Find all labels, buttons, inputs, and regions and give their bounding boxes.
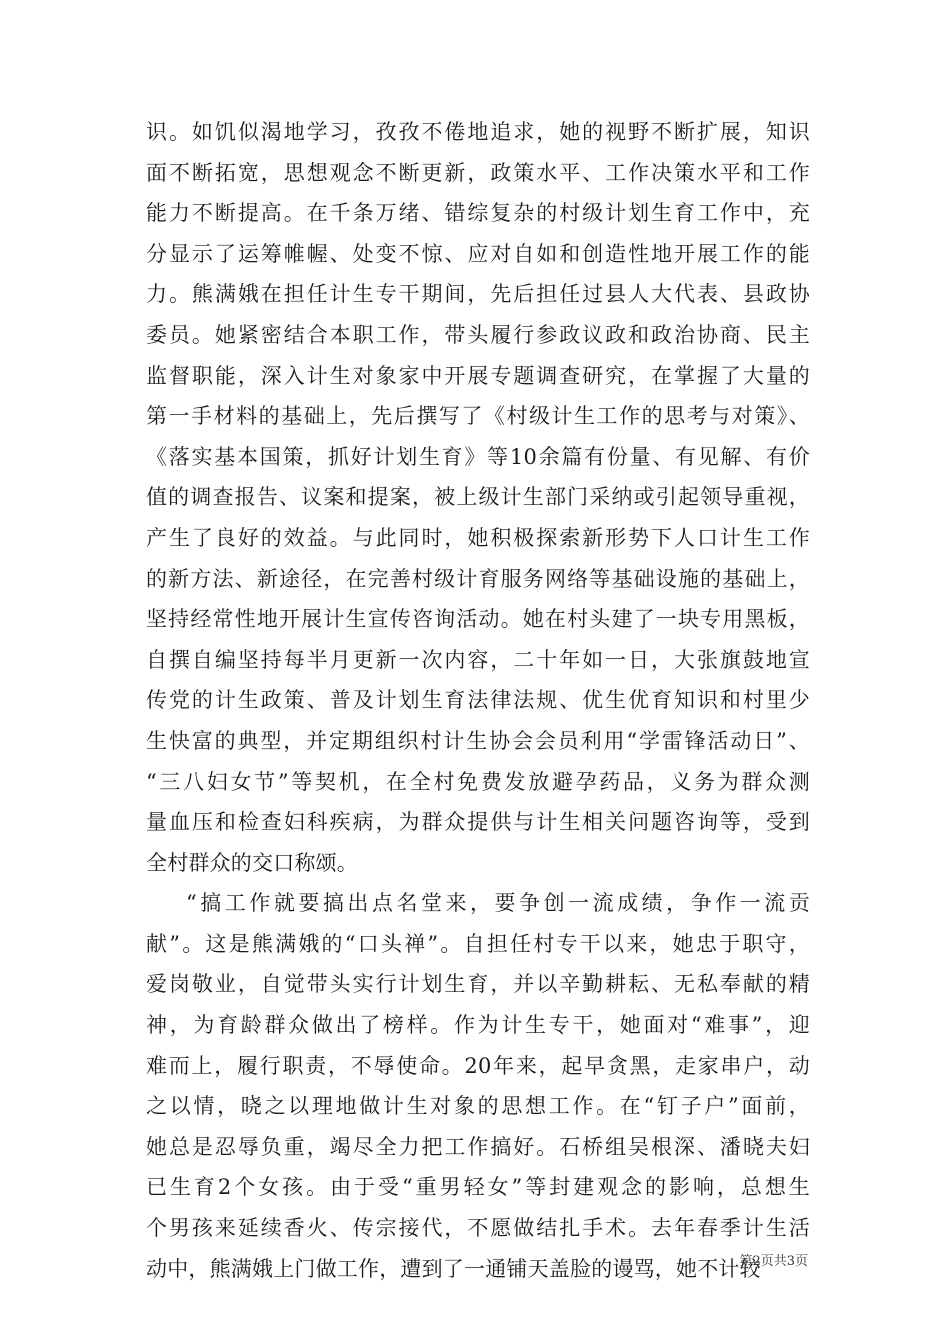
text-line: 传党的计生政策、普及计划生育法律法规、优生优育知识和村里少 [146, 688, 810, 713]
text-line: 量血压和检查妇科疾病，为群众提供与计生相关问题咨询等，受到 [146, 810, 810, 835]
text-line: 动中，熊满娥上门做工作，遭到了一通铺天盖脸的谩骂，她不计较 [146, 1256, 761, 1281]
text-line: “搞工作就要搞出点名堂来，要争创一流成绩，争作一流贡 [186, 891, 810, 916]
paragraph [146, 112, 810, 883]
text-line: 第一手材料的基础上，先后撰写了《村级计生工作的思考与对策》、 [146, 404, 810, 429]
body-text [146, 112, 810, 1289]
text-line: 她总是忍辱负重，竭尽全力把工作搞好。石桥组吴根深、潘晓夫妇 [146, 1134, 810, 1159]
text-line: 委员。她紧密结合本职工作，带头履行参政议政和政治协商、民主 [146, 322, 810, 347]
text-line: 之以情，晓之以理地做计生对象的思想工作。在“钉子户”面前， [146, 1094, 810, 1119]
text-line: 已生育2个女孩。由于受“重男轻女”等封建观念的影响，总想生 [146, 1175, 810, 1200]
text-line: 监督职能，深入计生对象家中开展专题调查研究，在掌握了大量的 [146, 363, 810, 388]
text-line: 个男孩来延续香火、传宗接代，不愿做结扎手术。去年春季计生活 [146, 1216, 810, 1241]
text-line: 《落实基本国策，抓好计划生育》等10余篇有份量、有见解、有价 [146, 444, 810, 469]
text-line: 面不断拓宽，思想观念不断更新，政策水平、工作决策水平和工作 [146, 160, 810, 185]
text-line: 分显示了运筹帷幄、处变不惊、应对自如和创造性地开展工作的能 [146, 241, 810, 266]
text-line: 献”。这是熊满娥的“口头禅”。自担任村专干以来，她忠于职守， [146, 931, 810, 956]
text-line: 值的调查报告、议案和提案，被上级计生部门采纳或引起领导重视， [146, 485, 810, 510]
text-line: 识。如饥似渴地学习，孜孜不倦地追求，她的视野不断扩展，知识 [146, 120, 810, 144]
text-line: 能力不断提高。在千条万绪、错综复杂的村级计划生育工作中，充 [146, 201, 810, 226]
text-line: 生快富的典型，并定期组织村计生协会会员利用“学雷锋活动日”、 [146, 728, 810, 753]
text-line: 难而上，履行职责，不辱使命。20年来，起早贪黑，走家串户，动 [146, 1053, 810, 1078]
paragraph [146, 883, 810, 1289]
text-line: 坚持经常性地开展计生宣传咨询活动。她在村头建了一块专用黑板， [146, 607, 810, 632]
text-line: “三八妇女节”等契机，在全村免费发放避孕药品，义务为群众测 [146, 769, 810, 794]
text-line: 神，为育龄群众做出了榜样。作为计生专干，她面对“难事”，迎 [146, 1013, 810, 1038]
text-line: 力。熊满娥在担任计生专干期间，先后担任过县人大代表、县政协 [146, 282, 810, 307]
text-line: 全村群众的交口称颂。 [146, 850, 358, 875]
text-line: 自撰自编坚持每半月更新一次内容，二十年如一日，大张旗鼓地宣 [146, 647, 810, 672]
text-line: 的新方法、新途径，在完善村级计育服务网络等基础设施的基础上， [146, 566, 810, 591]
text-line: 爱岗敬业，自觉带头实行计划生育，并以辛勤耕耘、无私奉献的精 [146, 972, 810, 997]
text-line: 产生了良好的效益。与此同时，她积极探索新形势下人口计生工作 [146, 525, 810, 550]
page-number: 第2页共3页 [739, 1254, 808, 1269]
